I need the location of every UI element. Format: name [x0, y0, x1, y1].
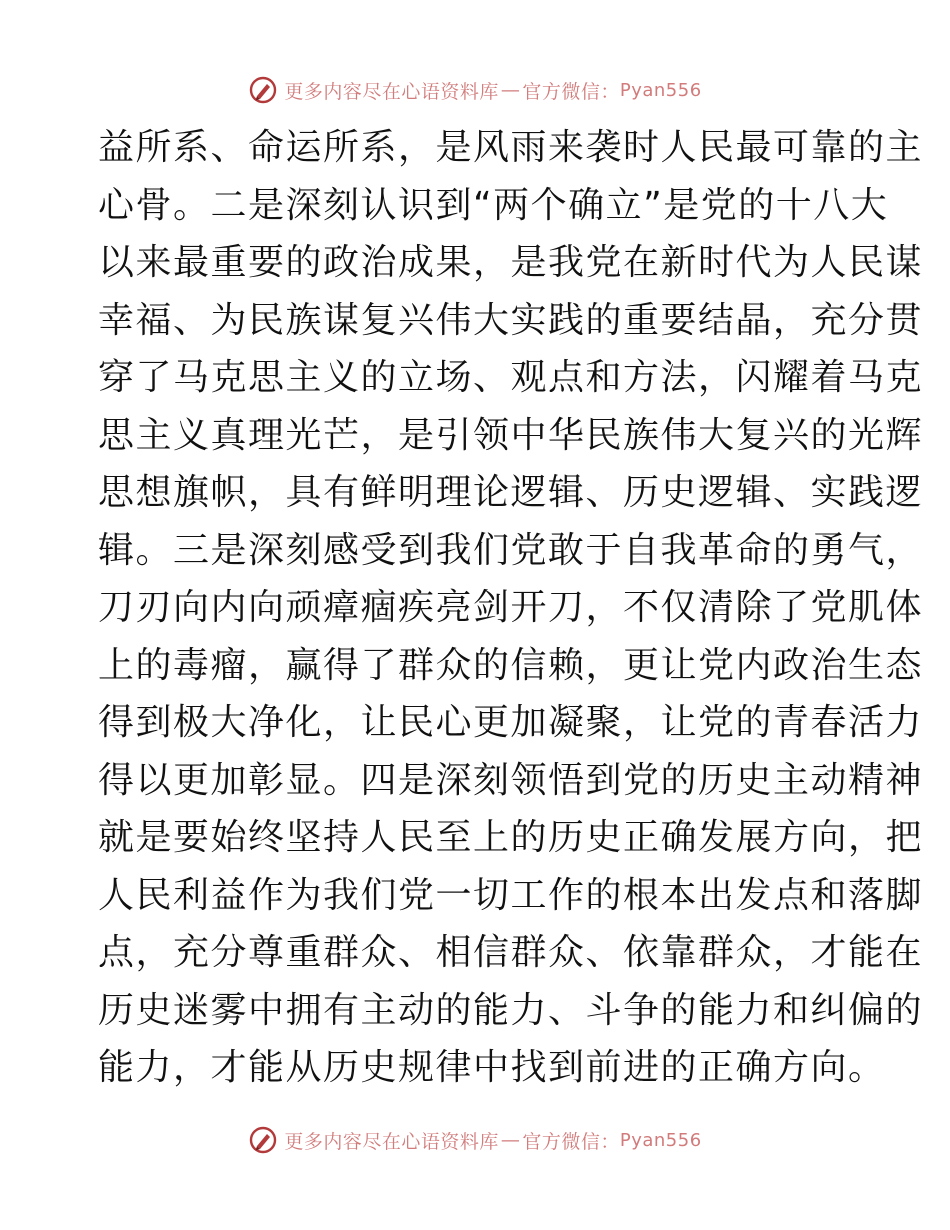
- text-line: 益所系、命运所系，是风雨来袭时人民最可靠的主: [98, 127, 924, 168]
- watermark-text: 更多内容尽在心语资料库: [284, 80, 499, 103]
- document-body: [98, 119, 924, 1097]
- pen-logo-icon: [248, 75, 278, 105]
- text-line: 穿了马克思主义的立场、观点和方法，闪耀着马克: [98, 357, 924, 398]
- pen-logo-icon: [248, 1125, 278, 1155]
- text-line: 点，充分尊重群众、相信群众、依靠群众，才能在: [98, 932, 924, 973]
- text-line: 得到极大净化，让民心更加凝聚，让党的青春活力: [98, 702, 924, 743]
- text-line: 得以更加彰显。四是深刻领悟到党的历史主动精神: [98, 759, 924, 801]
- watermark-separator: —: [500, 1129, 521, 1151]
- text-line: 刀刃向内向顽瘴痼疾亮剑开刀，不仅清除了党肌体: [98, 587, 924, 628]
- text-line: 以来最重要的政治成果，是我党在新时代为人民谋: [98, 242, 924, 283]
- watermark-wechat-id: Pyan556: [619, 79, 702, 101]
- watermark-separator: —: [500, 79, 521, 101]
- text-line: 上的毒瘤，赢得了群众的信赖，更让党内政治生态: [98, 644, 924, 686]
- text-line: 心骨。二是深刻认识到“两个确立”是党的十八大: [98, 184, 889, 226]
- watermark-wechat-id: Pyan556: [619, 1129, 702, 1151]
- text-line: 辑。三是深刻感受到我们党敢于自我革命的勇气，: [98, 529, 924, 571]
- watermark-wechat-label: 官方微信：: [522, 1130, 620, 1153]
- text-line: 幸福、为民族谋复兴伟大实践的重要结晶，充分贯: [98, 299, 924, 341]
- text-line: 历史迷雾中拥有主动的能力、斗争的能力和纠偏的: [98, 989, 924, 1031]
- text-line: 就是要始终坚持人民至上的历史正确发展方向，把: [98, 817, 924, 858]
- text-line: 思主义真理光芒，是引领中华民族伟大复兴的光辉: [98, 414, 924, 456]
- header-watermark: [0, 70, 950, 110]
- text-line: 能力，才能从历史规律中找到前进的正确方向。: [98, 1047, 886, 1088]
- text-line: 思想旗帜，具有鲜明理论逻辑、历史逻辑、实践逻: [98, 472, 924, 513]
- watermark-wechat-label: 官方微信：: [522, 80, 620, 103]
- watermark-text: 更多内容尽在心语资料库: [284, 1130, 499, 1153]
- footer-watermark: [0, 1120, 950, 1160]
- text-line: 人民利益作为我们党一切工作的根本出发点和落脚: [98, 874, 924, 916]
